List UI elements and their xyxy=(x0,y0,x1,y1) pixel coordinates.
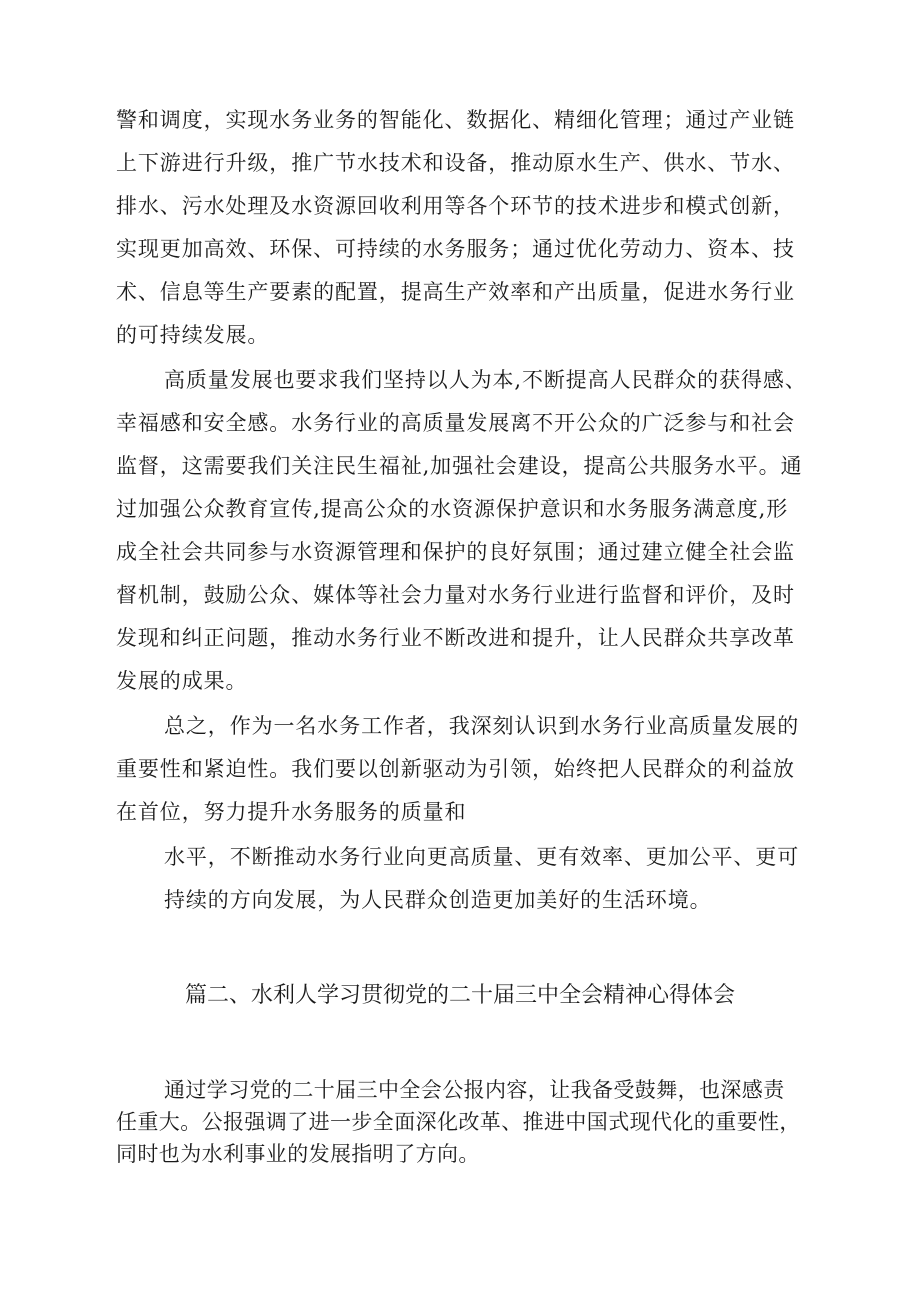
text-line: 术、信息等生产要素的配置，提高生产效率和产出质量，促进水务行业 xyxy=(116,280,795,304)
section-heading: 篇二、水利人学习贯彻党的二十届三中全会精神心得体会 xyxy=(184,983,735,1008)
text-line: 成全社会共同参与水资源管理和保护的良好氛围；通过建立健全社会监 xyxy=(116,540,795,564)
text-line: 上下游进行升级，推广节水技术和设备，推动原水生产、供水、节水、 xyxy=(116,151,795,175)
text-line: 通过学习党的二十届三中全会公报内容，让我备受鼓舞，也深感责 xyxy=(164,1078,785,1102)
text-line: 重要性和紧迫性。我们要以创新驱动为引领，始终把人民群众的利益放 xyxy=(116,757,795,781)
text-line: 同时也为水利事业的发展指明了方向。 xyxy=(116,1142,480,1166)
text-line: 幸福感和安全感。水务行业的高质量发展离不开公众的广泛参与和社会 xyxy=(116,411,795,435)
text-line: 在首位，努力提升水务服务的质量和 xyxy=(116,800,467,824)
text-line: 高质量发展也要求我们坚持以人为本,不断提高人民群众的获得感、 xyxy=(164,368,807,392)
text-line: 督机制，鼓励公众、媒体等社会力量对水务行业进行监督和评价，及时 xyxy=(116,583,795,607)
text-line: 的可持续发展。 xyxy=(116,323,270,347)
text-line: 水平，不断推动水务行业向更高质量、更有效率、更加公平、更可 xyxy=(164,845,800,869)
text-line: 发现和纠正问题，推动水务行业不断改进和提升，让人民群众共享改革 xyxy=(116,626,795,650)
text-line: 发展的成果。 xyxy=(116,669,248,693)
text-line: 持续的方向发展，为人民群众创造更加美好的生活环境。 xyxy=(164,888,712,912)
text-line: 监督，这需要我们关注民生福祉,加强社会建设，提高公共服务水平。通 xyxy=(116,454,803,478)
text-line: 总之，作为一名水务工作者，我深刻认识到水务行业高质量发展的 xyxy=(164,714,800,738)
text-line: 任重大。公报强调了进一步全面深化改革、推进中国式现代化的重要性， xyxy=(116,1110,801,1134)
text-line: 排水、污水处理及水资源回收利用等各个环节的技术进步和模式创新， xyxy=(116,194,795,218)
text-line: 警和调度，实现水务业务的智能化、数据化、精细化管理；通过产业链 xyxy=(116,108,795,132)
text-line: 过加强公众教育宣传,提高公众的水资源保护意识和水务服务满意度,形 xyxy=(116,497,789,521)
text-line: 实现更加高效、环保、可持续的水务服务；通过优化劳动力、资本、技 xyxy=(116,237,795,261)
